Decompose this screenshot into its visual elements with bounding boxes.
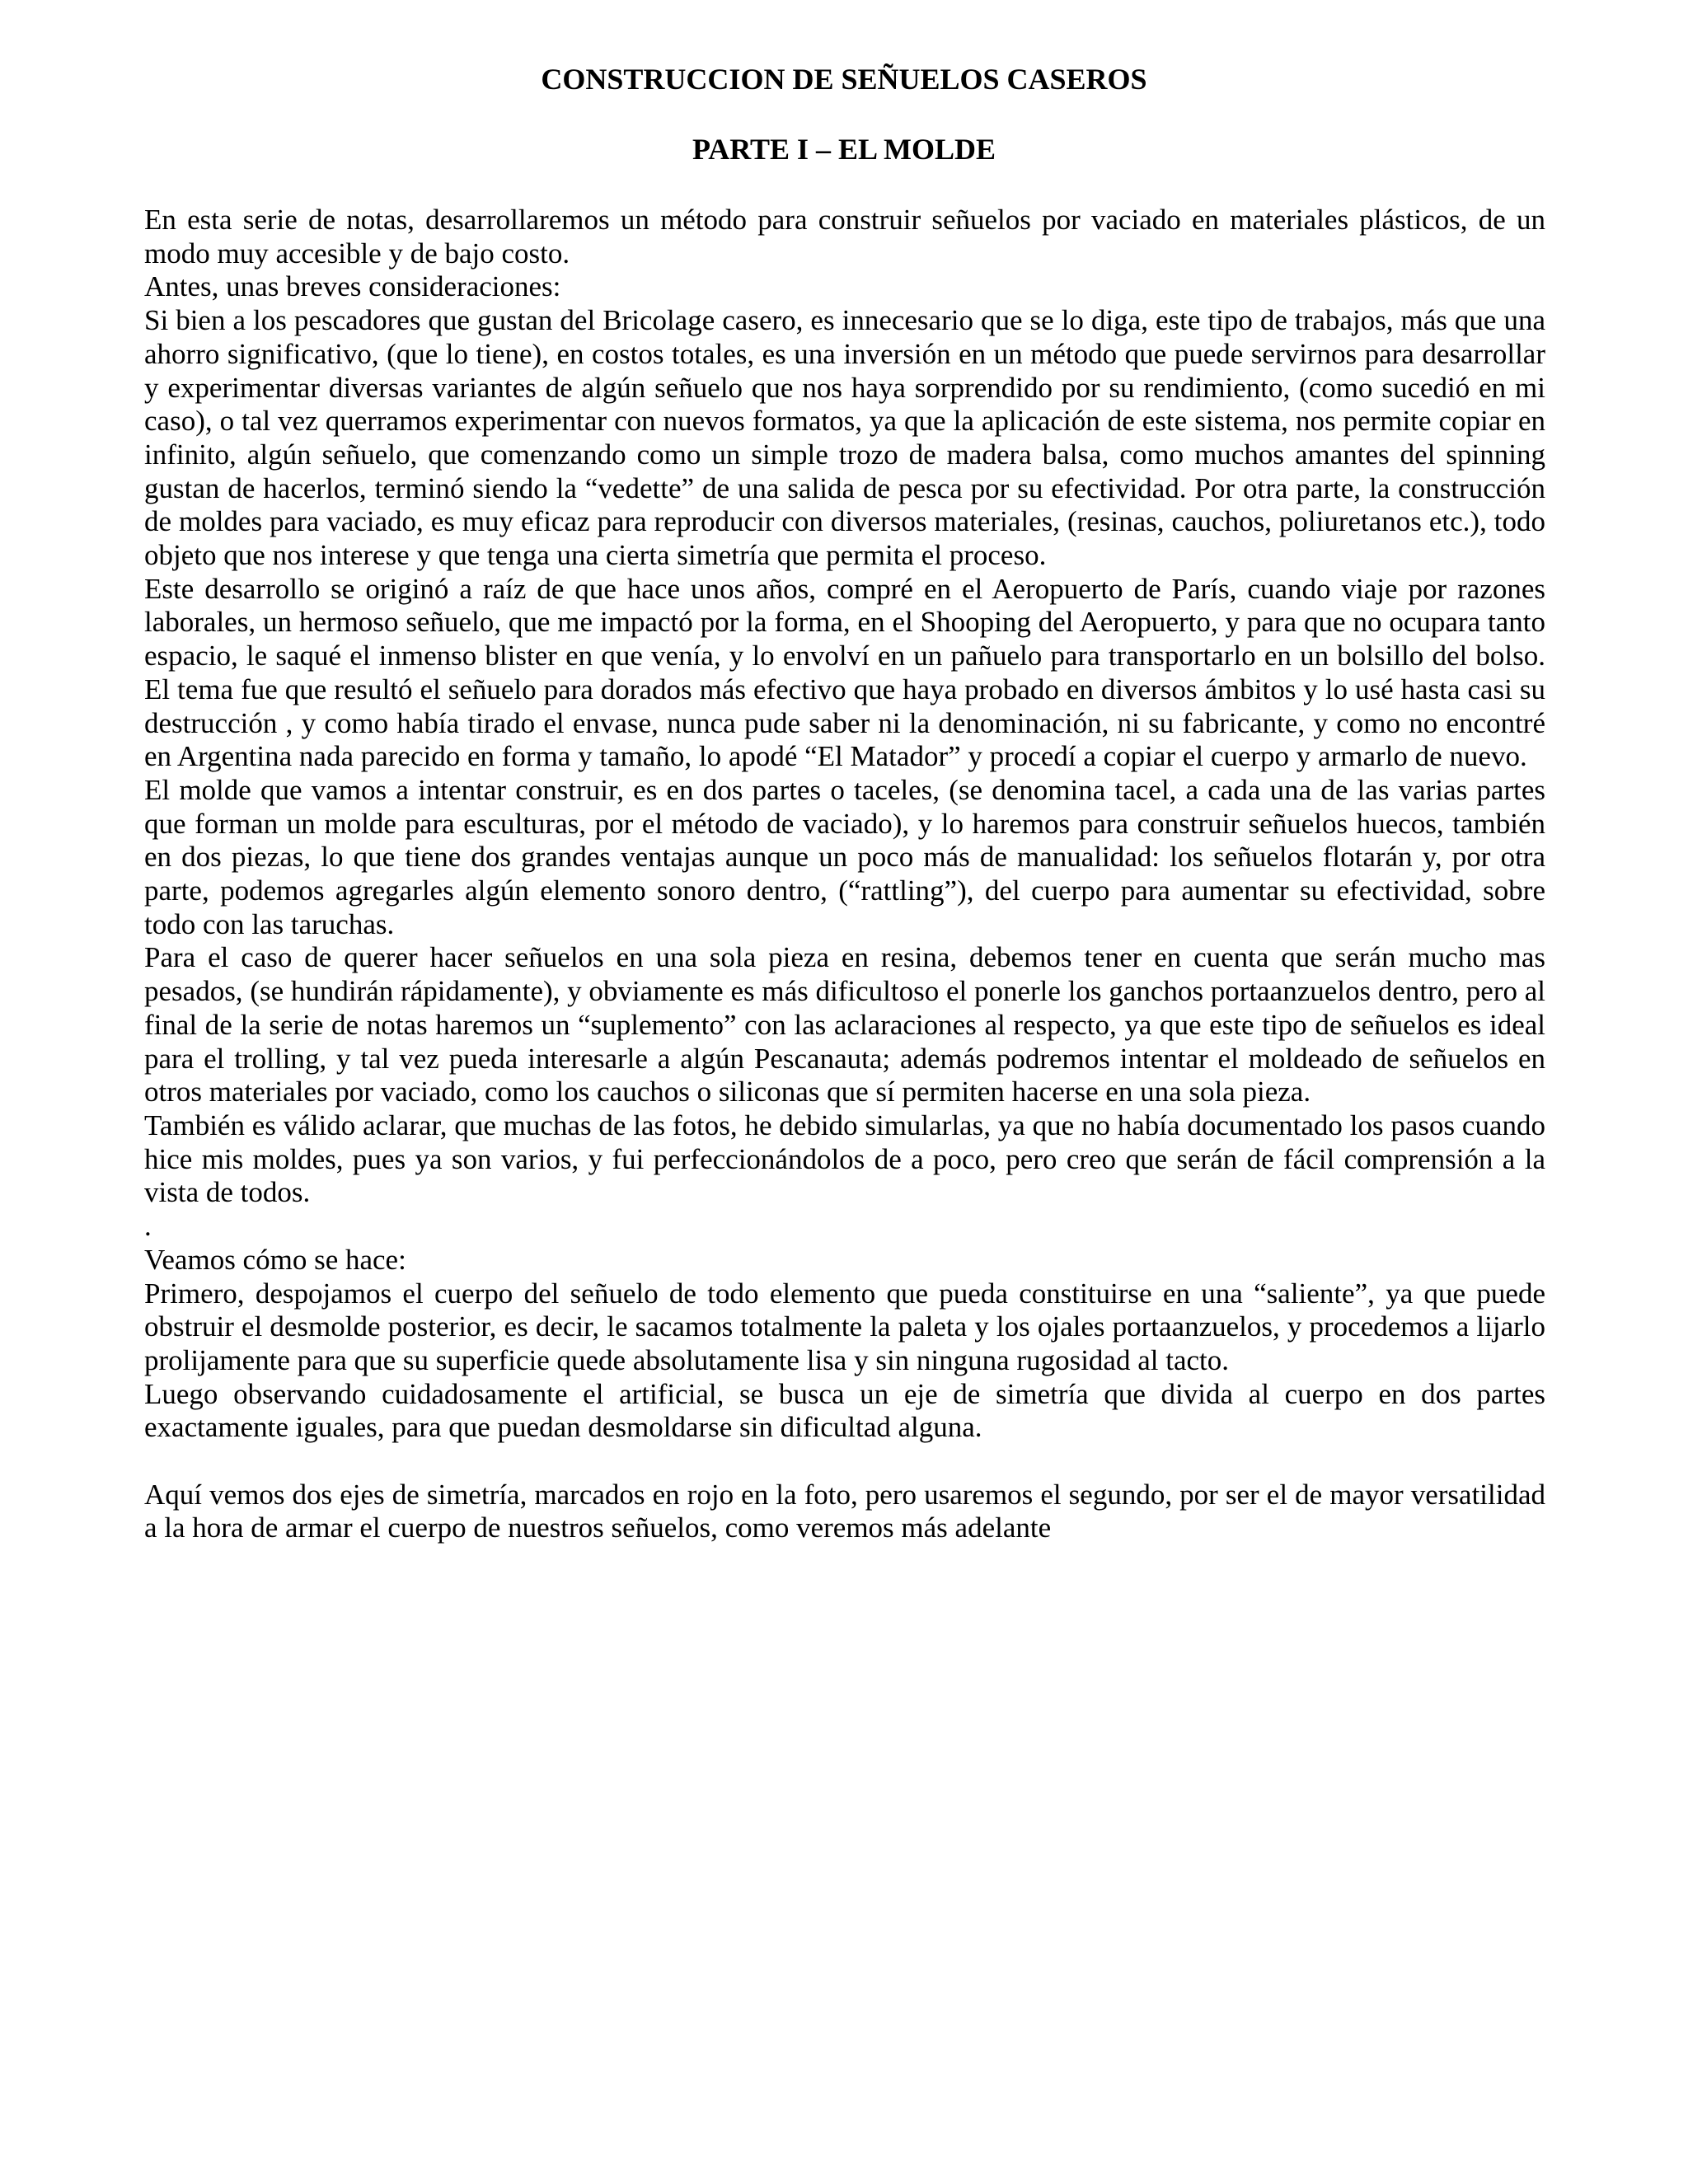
paragraph-step-symmetry: Luego observando cuidadosamente el artificial, se busca un eje de simetría que divida al cuerpo en dos partes exactamente iguales, para que puedan desmoldarse sin dificultad alguna.	[144, 1377, 1545, 1444]
paragraph-origin: Este desarrollo se originó a raíz de que hace unos años, compré en el Aeropuerto de París, cuando viaje por razones laborales, un hermoso señuelo, que me impactó por la forma, en el Shooping del Aeropuerto, y para que no ocupara tanto espacio, le saqué el inmenso blister en que venía, y lo envolví en un pañuelo para transportarlo en un bolsillo del bolso. El tema fue que resultó el señuelo para dorados más efectivo que haya probado en diversos ámbitos y lo usé hasta casi su destrucción , y como había tirado el envase, nunca pude saber ni la denominación, ni su fabricante, y como no encontré en Argentina nada parecido en forma y tamaño, lo apodé “El Matador” y procedí a copiar el cuerpo y armarlo de nuevo.	[144, 572, 1545, 773]
document-body	[144, 204, 1545, 1545]
paragraph-step-first: Primero, despojamos el cuerpo del señuelo de todo elemento que pueda constituirse en una “saliente”, ya que puede obstruir el desmolde posterior, es decir, le sacamos totalmente la paleta y los ojales portaanzuelos, y procedemos a lijarlo prolijamente para que su superficie quede absolutamente lisa y sin ninguna rugosidad al tacto.	[144, 1277, 1545, 1376]
paragraph-mold-description: El molde que vamos a intentar construir, es en dos partes o taceles, (se denomina tacel, a cada una de las varias partes que forman un molde para esculturas, por el método de vaciado), y lo haremos para construir señuelos huecos, también en dos piezas, lo que tiene dos grandes ventajas aunque un poco más de manualidad: los señuelos flotarán y, por otra parte, podemos agregarles algún elemento sonoro dentro, (“rattling”), del cuerpo para aumentar su efectividad, sobre todo con las taruchas.	[144, 773, 1545, 940]
paragraph-dot: .	[144, 1210, 152, 1243]
paragraph-considerations-heading: Antes, unas breves consideraciones:	[144, 270, 561, 303]
paragraph-spacer	[144, 1445, 1545, 1479]
paragraph-how-to-heading: Veamos cómo se hace:	[144, 1243, 406, 1276]
paragraph-bricolage: Si bien a los pescadores que gustan del Bricolage casero, es innecesario que se lo diga, este tipo de trabajos, más que una ahorro significativo, (que lo tiene), en costos totales, es una inversión en un método que puede servirnos para desarrollar y experimentar diversas variantes de algún señuelo que nos haya sorprendido por su rendimiento, (como sucedió en mi caso), o tal vez querramos experimentar con nuevos formatos, ya que la aplicación de este sistema, nos permite copiar en infinito, algún señuelo, que comenzando como un simple trozo de madera balsa, como muchos amantes del spinning gustan de hacerlos, terminó siendo la “vedette” de una salida de pesca por su efectividad. Por otra parte, la construcción de moldes para vaciado, es muy eficaz para reproducir con diversos materiales, (resinas, cauchos, poliuretanos etc.), todo objeto que nos interese y que tenga una cierta simetría que permita el proceso.	[144, 304, 1545, 572]
paragraph-intro: En esta serie de notas, desarrollaremos un método para construir señuelos por vaciado en materiales plásticos, de un modo muy accesible y de bajo costo.	[144, 204, 1545, 269]
document-subtitle: PARTE I – EL MOLDE	[692, 133, 996, 166]
document-title: CONSTRUCCION DE SEÑUELOS CASEROS	[541, 63, 1147, 96]
paragraph-symmetry-axes: Aquí vemos dos ejes de simetría, marcados en rojo en la foto, pero usaremos el segundo, por ser el de mayor versatilidad a la hora de armar el cuerpo de nuestros señuelos, como veremos más adelante	[144, 1478, 1545, 1544]
paragraph-photos-note: También es válido aclarar, que muchas de las fotos, he debido simularlas, ya que no había documentado los pasos cuando hice mis moldes, pues ya son varios, y fui perfeccionándolos de a poco, pero creo que serán de fácil comprensión a la vista de todos.	[144, 1108, 1545, 1209]
paragraph-single-piece: Para el caso de querer hacer señuelos en una sola pieza en resina, debemos tener en cuenta que serán mucho mas pesados, (se hundirán rápidamente), y obviamente es más dificultoso el ponerle los ganchos portaanzuelos dentro, pero al final de la serie de notas haremos un “suplemento” con las aclaraciones al respecto, ya que este tipo de señuelos es ideal para el trolling, y tal vez pueda interesarle a algún Pescanauta; además podremos intentar el moldeado de señuelos en otros materiales por vaciado, como los cauchos o siliconas que sí permiten hacerse en una sola pieza.	[144, 941, 1545, 1108]
